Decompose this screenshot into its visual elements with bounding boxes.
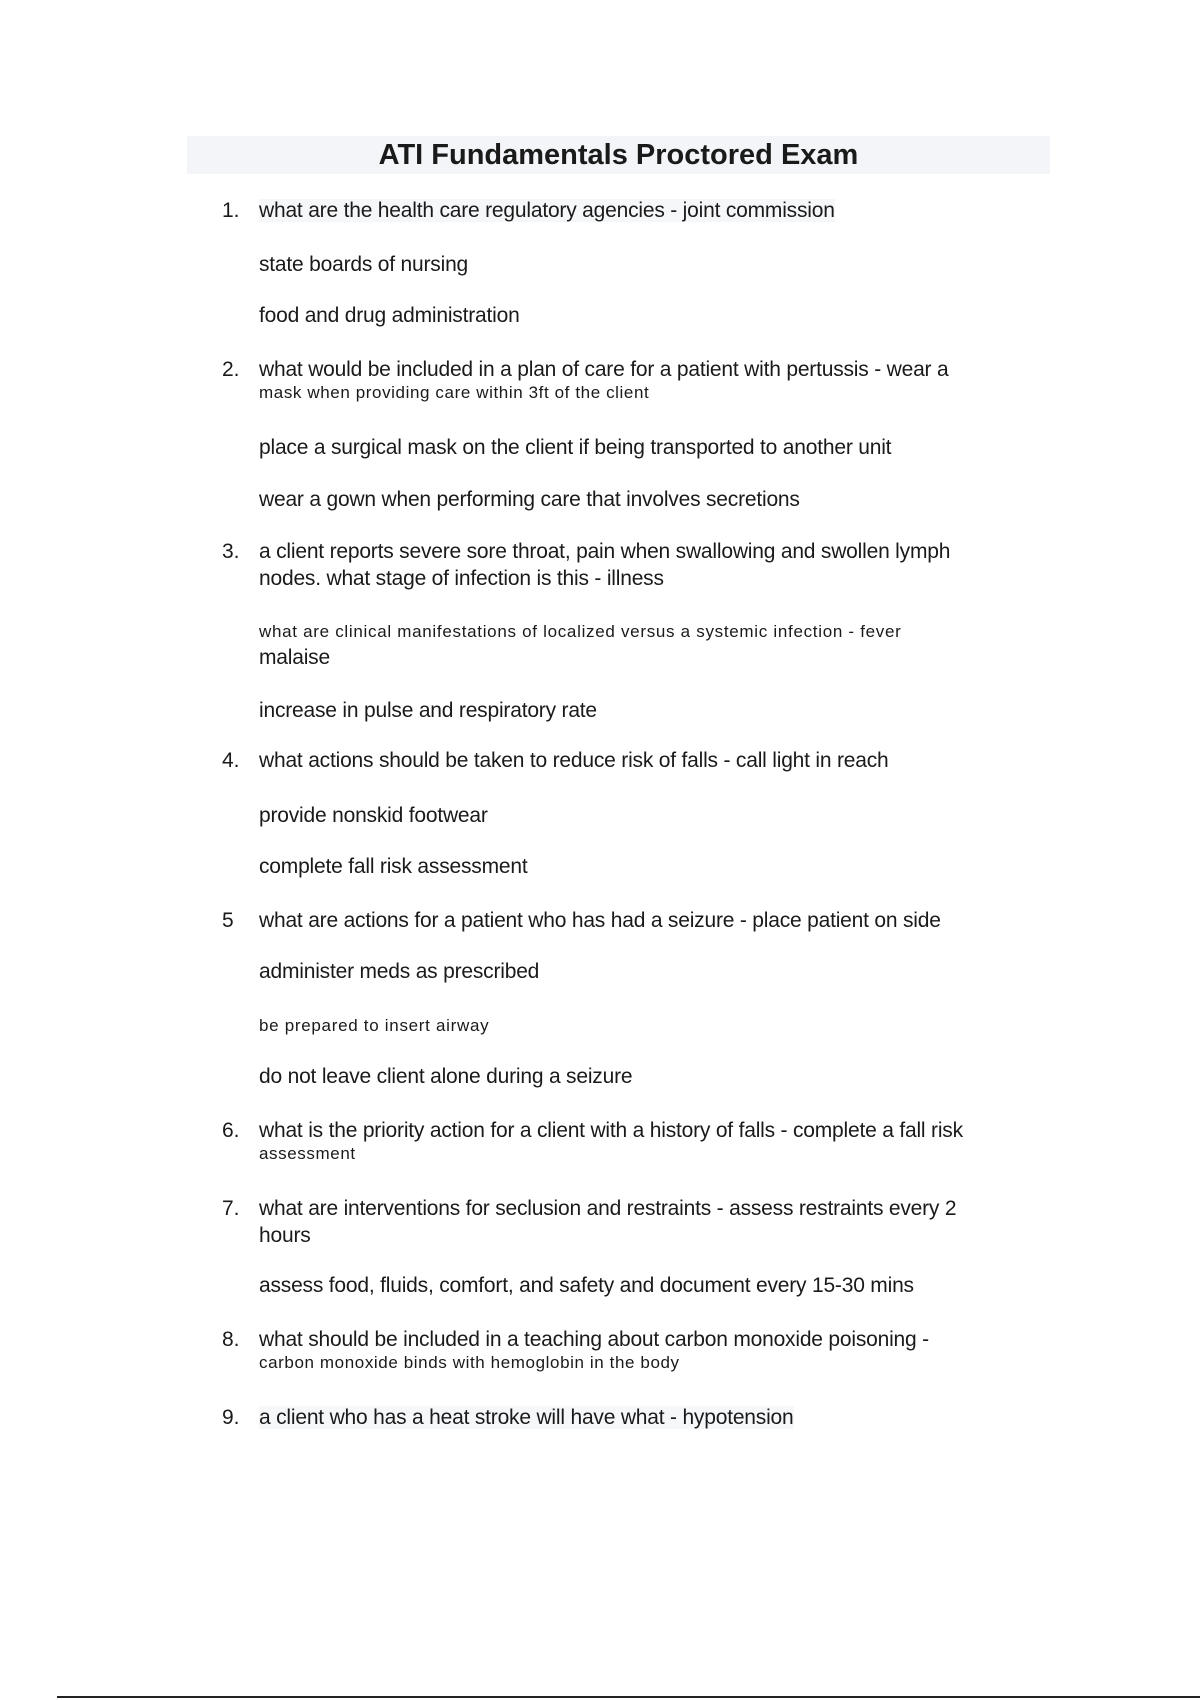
question-line: what actions should be taken to reduce risk of falls - call light in reach xyxy=(259,749,889,772)
question-line-cont: assessment xyxy=(259,1144,356,1163)
answer-line: state boards of nursing xyxy=(259,253,469,276)
answer-line: increase in pulse and respiratory rate xyxy=(259,699,597,722)
answer-line: wear a gown when performing care that involves secretions xyxy=(259,488,800,511)
question-line-cont: carbon monoxide binds with hemoglobin in the body xyxy=(259,1353,680,1372)
question-line: what is the priority action for a client with a history of falls - complete a fall risk xyxy=(259,1119,963,1142)
page-title: ATI Fundamentals Proctored Exam xyxy=(378,139,859,171)
question-number: 2. xyxy=(222,358,240,381)
answer-line xyxy=(259,618,1059,671)
question-line: what are interventions for seclusion and restraints - assess restraints every 2 xyxy=(259,1197,957,1220)
answer-line-cont: malaise xyxy=(259,646,330,669)
question-text xyxy=(259,1326,1059,1373)
question-text xyxy=(259,1117,1059,1164)
question-number: 6. xyxy=(222,1119,240,1142)
question-number: 9. xyxy=(222,1406,240,1429)
question-text xyxy=(259,907,1059,934)
question-number: 8. xyxy=(222,1328,240,1351)
answer-line: place a surgical mask on the client if being transported to another unit xyxy=(259,436,892,459)
question-line-cont: mask when providing care within 3ft of the client xyxy=(259,383,650,402)
question-line: a client who has a heat stroke will have what - hypotension xyxy=(259,1406,794,1429)
question-line: what are the health care regulatory agencies - joint commission xyxy=(259,199,835,222)
question-text xyxy=(259,356,1059,403)
question-number: 4. xyxy=(222,749,240,772)
answer-line: provide nonskid footwear xyxy=(259,804,488,827)
question-number: 1. xyxy=(222,199,240,222)
question-line: what would be included in a plan of care for a patient with pertussis - wear a xyxy=(259,358,949,381)
question-text xyxy=(259,1404,1059,1431)
question-text xyxy=(259,747,1059,774)
question-number: 7. xyxy=(222,1197,240,1220)
answer-line-part: what are clinical manifestations of localized versus a systemic infection - fever xyxy=(259,622,902,641)
answer-line: administer meds as prescribed xyxy=(259,960,540,983)
answer-line: be prepared to insert airway xyxy=(259,1016,490,1035)
question-text xyxy=(259,538,1059,592)
question-line: what are actions for a patient who has had a seizure - place patient on side xyxy=(259,909,941,932)
question-number: 5 xyxy=(222,909,234,932)
answer-line: food and drug administration xyxy=(259,304,520,327)
question-text xyxy=(259,197,1059,224)
question-line-cont: nodes. what stage of infection is this - illness xyxy=(259,567,664,590)
footer-divider xyxy=(57,1696,1200,1698)
question-line: a client reports severe sore throat, pain when swallowing and swollen lymph xyxy=(259,540,951,563)
answer-line: complete fall risk assessment xyxy=(259,855,528,878)
answer-line: do not leave client alone during a seizure xyxy=(259,1065,633,1088)
question-number: 3. xyxy=(222,540,240,563)
question-line: what should be included in a teaching about carbon monoxide poisoning - xyxy=(259,1328,929,1351)
question-text xyxy=(259,1195,1059,1249)
answer-line: assess food, fluids, comfort, and safety and document every 15-30 mins xyxy=(259,1274,914,1297)
question-line-cont: hours xyxy=(259,1224,311,1247)
